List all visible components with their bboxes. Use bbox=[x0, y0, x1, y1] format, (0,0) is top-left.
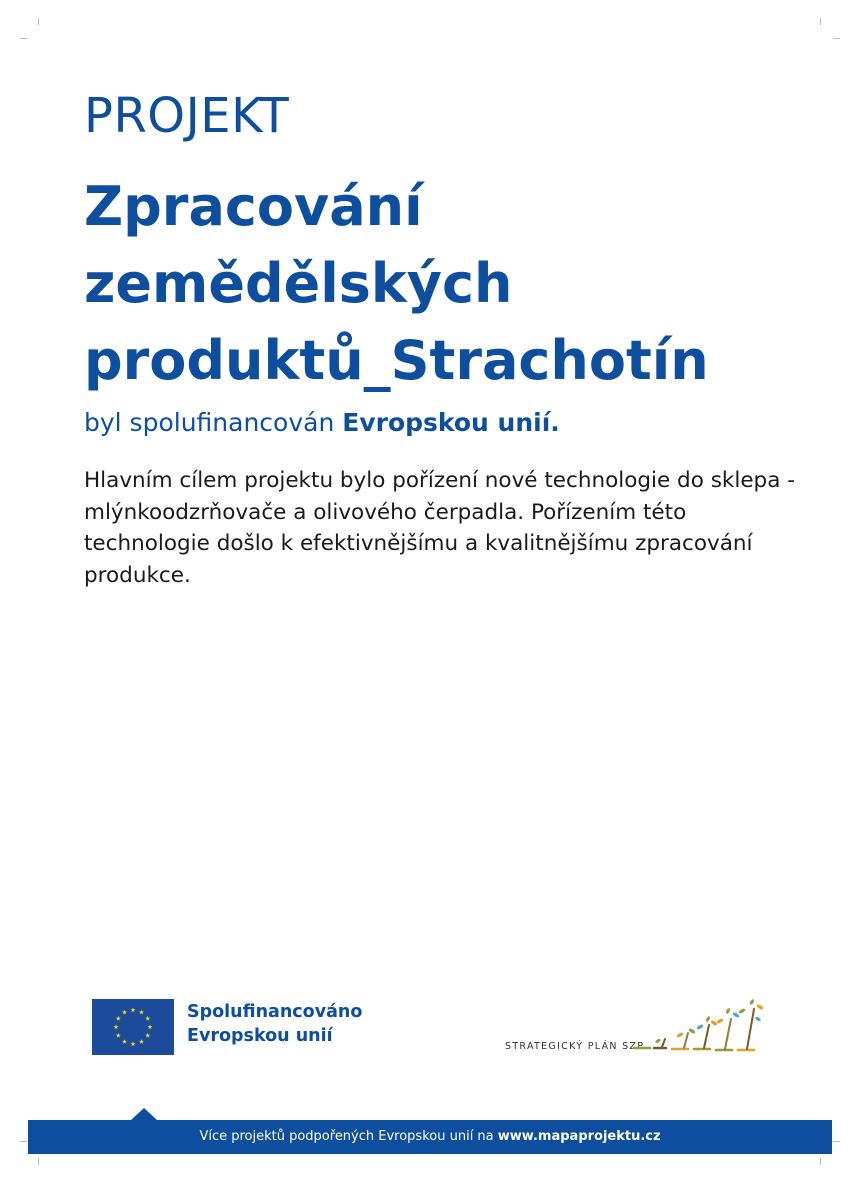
cofinanced-bold: Evropskou unií. bbox=[342, 408, 560, 437]
crop-mark bbox=[833, 1141, 840, 1142]
crop-mark bbox=[20, 1141, 27, 1142]
crop-mark bbox=[833, 38, 840, 39]
cofinanced-prefix: byl spolufinancován bbox=[84, 408, 343, 437]
crop-mark bbox=[20, 38, 27, 39]
footer-notch bbox=[131, 1108, 157, 1120]
crop-mark bbox=[820, 1158, 821, 1165]
footer-text bbox=[28, 1120, 832, 1154]
szp-label: STRATEGICKÝ PLÁN SZP bbox=[505, 1041, 645, 1052]
description-line: Hlavním cílem projektu bylo pořízení nové technologie do sklepa - bbox=[84, 468, 795, 493]
crop-mark bbox=[38, 18, 39, 25]
project-title-line: Zpracování bbox=[84, 175, 423, 238]
poster-kicker: PROJEKT bbox=[84, 88, 290, 144]
eu-flag-icon bbox=[92, 999, 174, 1055]
szp-sprouts-logo bbox=[632, 997, 767, 1057]
eu-cofinanced-label bbox=[187, 1000, 362, 1048]
project-title-line: produktů_Strachotín bbox=[84, 329, 709, 392]
crop-mark bbox=[38, 1158, 39, 1165]
footer-link[interactable]: www.mapaprojektu.cz bbox=[497, 1129, 661, 1144]
description-line: produkce. bbox=[84, 562, 191, 588]
eu-label-line: Evropskou unií bbox=[187, 1026, 333, 1046]
description-line: technologie došlo k efektivnějšímu a kvalitnějšímu zpracování bbox=[84, 531, 753, 556]
cofinanced-statement bbox=[84, 408, 560, 437]
crop-mark bbox=[820, 18, 821, 25]
project-title bbox=[84, 168, 824, 399]
eu-label-line: Spolufinancováno bbox=[187, 1002, 363, 1022]
project-title-line: zemědělských bbox=[84, 252, 513, 315]
project-description bbox=[84, 465, 804, 591]
footer-text-prefix: Více projektů podpořených Evropskou unií na bbox=[199, 1129, 498, 1144]
description-line: mlýnkoodzrňovače a olivového čerpadla. Pořízením této bbox=[84, 499, 687, 525]
